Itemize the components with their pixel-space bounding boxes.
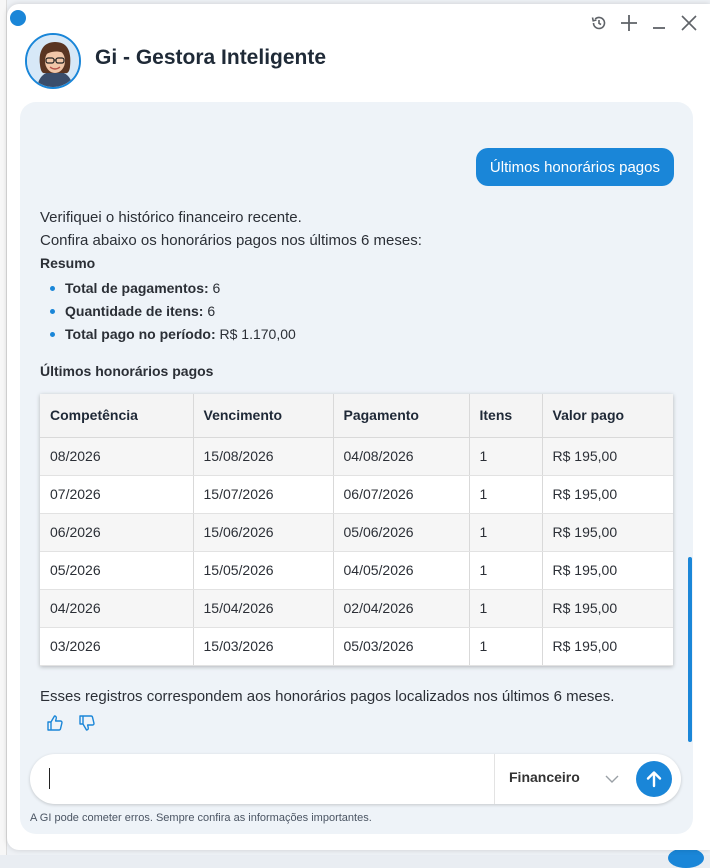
minimize-icon[interactable] bbox=[650, 14, 668, 32]
table-cell: R$ 195,00 bbox=[542, 627, 673, 665]
panel-header bbox=[7, 4, 710, 100]
table-title: Últimos honorários pagos bbox=[40, 363, 214, 379]
summary-title: Resumo bbox=[40, 255, 96, 271]
assistant-panel bbox=[7, 4, 710, 850]
send-button[interactable] bbox=[636, 761, 672, 797]
module-select-value[interactable]: Financeiro bbox=[509, 769, 580, 785]
plus-icon[interactable] bbox=[620, 14, 638, 32]
user-message-bubble: Últimos honorários pagos bbox=[476, 148, 674, 186]
composer-divider bbox=[494, 754, 495, 804]
table-cell: 1 bbox=[469, 627, 542, 665]
summary-value: 6 bbox=[212, 280, 221, 296]
table-cell: 04/05/2026 bbox=[333, 551, 469, 589]
table-cell: 15/04/2026 bbox=[193, 589, 333, 627]
table-cell: R$ 195,00 bbox=[542, 551, 673, 589]
summary-label: Total de pagamentos: bbox=[65, 280, 209, 296]
status-dot bbox=[10, 10, 26, 26]
table-header-row bbox=[40, 394, 673, 437]
avatar-image bbox=[27, 35, 81, 89]
table-cell: 05/03/2026 bbox=[333, 627, 469, 665]
table-cell: 02/04/2026 bbox=[333, 589, 469, 627]
column-header: Itens bbox=[469, 394, 542, 437]
window-controls bbox=[590, 14, 698, 32]
table-cell: R$ 195,00 bbox=[542, 475, 673, 513]
table-cell: 04/2026 bbox=[40, 589, 193, 627]
summary-label: Quantidade de itens: bbox=[65, 303, 204, 319]
launcher-button-edge[interactable] bbox=[668, 848, 704, 868]
table-cell: 15/06/2026 bbox=[193, 513, 333, 551]
close-icon[interactable] bbox=[680, 14, 698, 32]
table-cell: 08/2026 bbox=[40, 437, 193, 475]
assistant-line-1: Verifiquei o histórico financeiro recente. bbox=[40, 209, 302, 226]
table-cell: 15/03/2026 bbox=[193, 627, 333, 665]
background-window-edge bbox=[0, 0, 7, 855]
column-header: Competência bbox=[40, 394, 193, 437]
table-cell: 15/08/2026 bbox=[193, 437, 333, 475]
message-composer bbox=[30, 754, 681, 804]
table-cell: 04/08/2026 bbox=[333, 437, 469, 475]
avatar bbox=[25, 33, 81, 89]
assistant-closing-text: Esses registros correspondem aos honorários pagos localizados nos últimos 6 meses. bbox=[40, 688, 615, 705]
column-header: Pagamento bbox=[333, 394, 469, 437]
table-cell: 15/05/2026 bbox=[193, 551, 333, 589]
table-cell: 05/06/2026 bbox=[333, 513, 469, 551]
scrollbar-thumb[interactable] bbox=[688, 557, 692, 742]
table-cell: 15/07/2026 bbox=[193, 475, 333, 513]
column-header: Valor pago bbox=[542, 394, 673, 437]
summary-item bbox=[50, 300, 680, 323]
message-list[interactable] bbox=[20, 102, 693, 750]
payments-table bbox=[40, 394, 673, 666]
summary-item bbox=[50, 277, 680, 300]
table-cell: 07/2026 bbox=[40, 475, 193, 513]
table-cell: 1 bbox=[469, 437, 542, 475]
summary-label: Total pago no período: bbox=[65, 326, 216, 342]
column-header: Vencimento bbox=[193, 394, 333, 437]
table-row bbox=[40, 551, 673, 589]
history-icon[interactable] bbox=[590, 14, 608, 32]
table-cell: R$ 195,00 bbox=[542, 589, 673, 627]
table-cell: 06/2026 bbox=[40, 513, 193, 551]
thumbs-down-icon[interactable] bbox=[78, 714, 96, 732]
page-title: Gi - Gestora Inteligente bbox=[95, 46, 327, 69]
assistant-line-2: Confira abaixo os honorários pagos nos últimos 6 meses: bbox=[40, 232, 422, 249]
assistant-message bbox=[40, 206, 680, 383]
table-cell: 06/07/2026 bbox=[333, 475, 469, 513]
summary-list bbox=[40, 277, 680, 346]
chevron-down-icon[interactable] bbox=[604, 771, 620, 787]
table-row bbox=[40, 437, 673, 475]
summary-item bbox=[50, 323, 680, 346]
thumbs-up-icon[interactable] bbox=[46, 714, 64, 732]
arrow-up-icon bbox=[644, 769, 664, 789]
table-row bbox=[40, 589, 673, 627]
message-input[interactable] bbox=[50, 764, 480, 794]
table-cell: R$ 195,00 bbox=[542, 437, 673, 475]
summary-value: 6 bbox=[207, 303, 216, 319]
table-cell: 1 bbox=[469, 475, 542, 513]
table-cell: 05/2026 bbox=[40, 551, 193, 589]
table-row bbox=[40, 627, 673, 665]
table-cell: R$ 195,00 bbox=[542, 513, 673, 551]
table-cell: 1 bbox=[469, 589, 542, 627]
table-row bbox=[40, 513, 673, 551]
summary-value: R$ 1.170,00 bbox=[219, 326, 296, 342]
table-row bbox=[40, 475, 673, 513]
table-cell: 1 bbox=[469, 513, 542, 551]
table-cell: 03/2026 bbox=[40, 627, 193, 665]
feedback-buttons bbox=[46, 714, 96, 732]
disclaimer-text: A GI pode cometer erros. Sempre confira as informações importantes. bbox=[30, 812, 372, 824]
chat-area bbox=[20, 102, 693, 834]
table-cell: 1 bbox=[469, 551, 542, 589]
